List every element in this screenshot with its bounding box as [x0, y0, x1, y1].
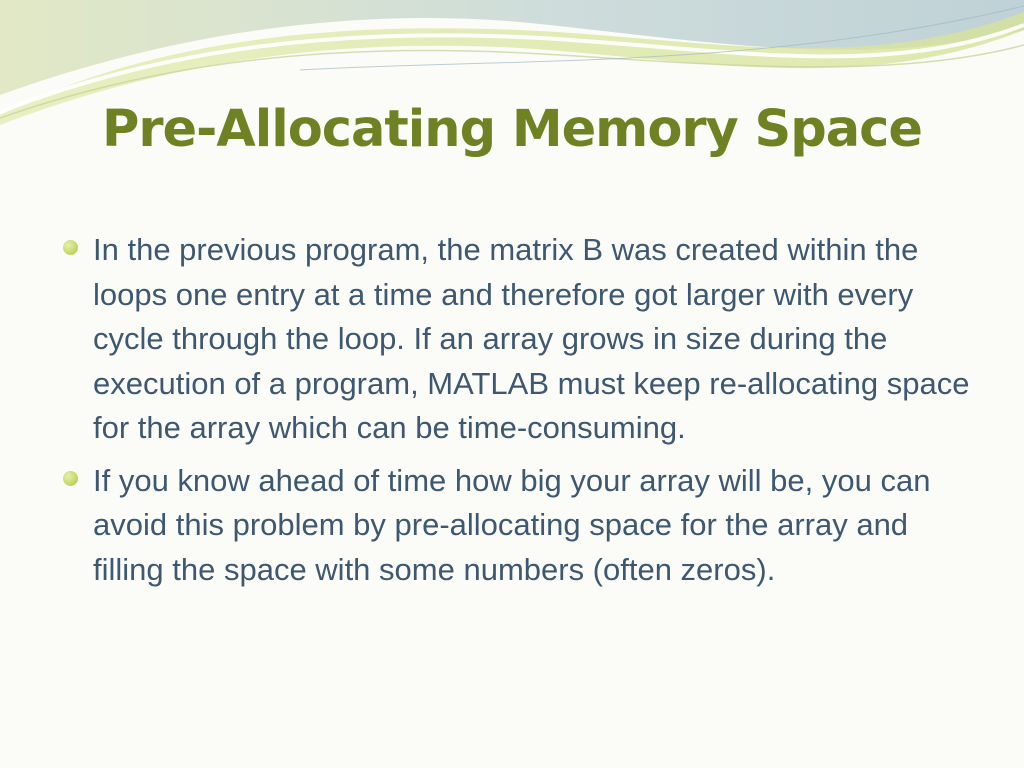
bullet-item — [62, 228, 982, 451]
bullet-list — [62, 228, 982, 600]
slide-title: Pre-Allocating Memory Space — [102, 100, 922, 159]
bullet-text: In the previous program, the matrix B was created within the loops one entry at a time and therefore got larger with every cycle through the loop. If an array grows in size during the execution of a program, MATLAB must keep re-allocating space for the array which can be time-consuming. — [93, 232, 970, 445]
bullet-item — [62, 459, 982, 593]
bullet-dot-icon — [63, 471, 78, 486]
bullet-text: If you know ahead of time how big your array will be, you can avoid this problem by pre-allocating space for the array and filling the space with some numbers (often zeros). — [93, 462, 931, 587]
bullet-dot-icon — [63, 240, 78, 255]
